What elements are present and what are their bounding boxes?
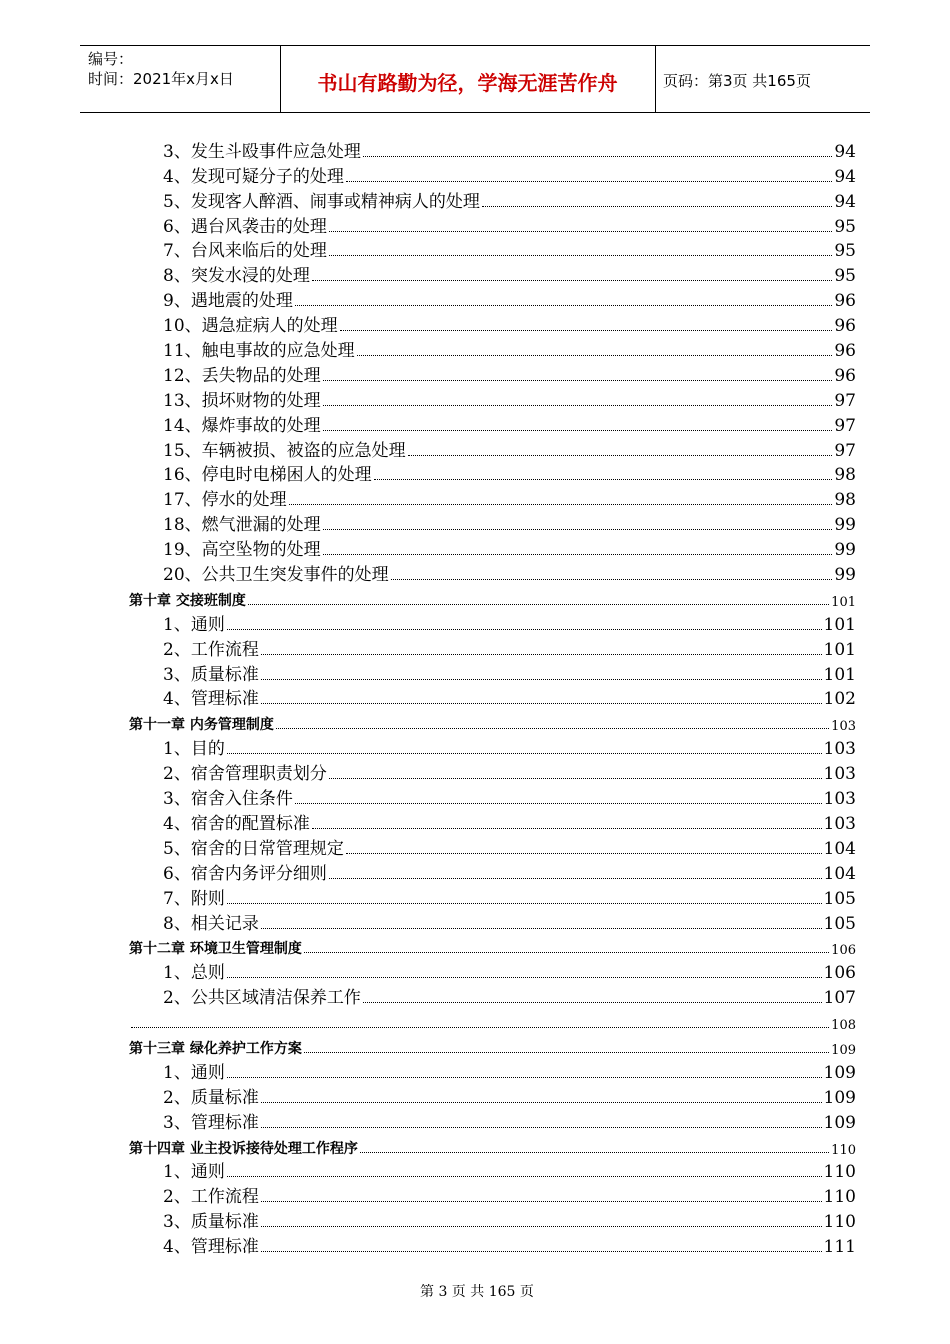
toc-dot-leader <box>340 330 833 331</box>
toc-dot-leader <box>323 554 833 555</box>
toc-entry-page: 96 <box>834 365 856 386</box>
toc-entry-title: 4、宿舍的配置标准 <box>163 813 310 834</box>
toc-entry-title: 2、公共区域清洁保养工作 <box>163 988 361 1009</box>
toc-entry-page: 108 <box>831 1018 856 1034</box>
toc-entry-title: 第十二章 环境卫生管理制度 <box>129 941 302 958</box>
toc-entry-page: 98 <box>834 465 856 486</box>
toc-section-entry[interactable] <box>129 162 856 187</box>
header-meta <box>88 49 234 89</box>
toc-section-entry[interactable] <box>129 660 856 685</box>
table-of-contents <box>129 137 856 1257</box>
toc-section-entry[interactable] <box>129 510 856 535</box>
toc-entry-page: 97 <box>834 390 856 411</box>
toc-dot-leader <box>295 803 822 804</box>
header-page-info: 页码：第3页 共165页 <box>663 72 811 90</box>
toc-entry-page: 104 <box>823 863 856 884</box>
header-top-rule <box>80 45 870 46</box>
toc-entry-page: 101 <box>831 594 856 610</box>
toc-entry-page: 103 <box>823 764 856 785</box>
toc-dot-leader <box>323 529 833 530</box>
page-footer: 第 3 页 共 165 页 <box>420 1284 534 1300</box>
toc-dot-leader <box>346 853 822 854</box>
toc-section-entry[interactable] <box>129 1108 856 1133</box>
toc-entry-page: 94 <box>834 141 856 162</box>
toc-entry-title: 6、遇台风袭击的处理 <box>163 216 327 237</box>
toc-dot-leader <box>482 206 833 207</box>
toc-section-entry[interactable] <box>129 685 856 710</box>
toc-entry-title: 2、工作流程 <box>163 1187 259 1208</box>
header-time-label: 时间：2021年x月x日 <box>88 70 234 88</box>
toc-section-entry[interactable] <box>129 983 856 1008</box>
toc-section-entry[interactable] <box>129 1207 856 1232</box>
toc-entry-title: 9、遇地震的处理 <box>163 291 293 312</box>
toc-entry-title: 16、停电时电梯困人的处理 <box>163 465 372 486</box>
toc-dot-leader <box>346 181 833 182</box>
toc-dot-leader <box>227 753 822 754</box>
toc-dot-leader <box>261 654 822 655</box>
toc-entry-page: 98 <box>834 490 856 511</box>
toc-entry-title: 7、台风来临后的处理 <box>163 241 327 262</box>
toc-entry-title: 4、管理标准 <box>163 1237 259 1258</box>
toc-section-entry[interactable] <box>129 212 856 237</box>
toc-entry-title: 10、遇急症病人的处理 <box>163 316 338 337</box>
toc-section-entry[interactable] <box>129 461 856 486</box>
toc-dot-leader <box>312 280 833 281</box>
toc-entry-title: 4、管理标准 <box>163 689 259 710</box>
toc-dot-leader <box>131 1027 829 1028</box>
toc-entry-page: 101 <box>823 664 856 685</box>
toc-dot-leader <box>363 1002 822 1003</box>
toc-dot-leader <box>261 679 822 680</box>
toc-section-entry[interactable] <box>129 187 856 212</box>
toc-section-entry[interactable] <box>129 261 856 286</box>
toc-dot-leader <box>261 1201 822 1202</box>
toc-entry-page: 110 <box>831 1142 856 1158</box>
toc-entry-title: 13、损坏财物的处理 <box>163 390 321 411</box>
toc-dot-leader <box>363 156 833 157</box>
toc-entry-page: 99 <box>834 565 856 586</box>
toc-section-entry[interactable] <box>129 336 856 361</box>
toc-entry-page: 99 <box>834 515 856 536</box>
toc-section-entry[interactable] <box>129 958 856 983</box>
toc-entry-page: 95 <box>834 266 856 287</box>
toc-entry-page: 95 <box>834 241 856 262</box>
toc-entry-page: 109 <box>823 1112 856 1133</box>
toc-dot-leader <box>227 1176 822 1177</box>
toc-entry-title: 5、宿舍的日常管理规定 <box>163 838 344 859</box>
toc-entry-title: 2、质量标准 <box>163 1087 259 1108</box>
toc-entry-page: 106 <box>823 963 856 984</box>
toc-section-entry[interactable] <box>129 759 856 784</box>
toc-entry-page: 97 <box>834 415 856 436</box>
toc-entry-page: 109 <box>823 1062 856 1083</box>
toc-entry-title: 1、总则 <box>163 963 225 984</box>
toc-entry-page: 106 <box>831 943 856 959</box>
toc-section-entry[interactable] <box>129 386 856 411</box>
toc-entry-title: 19、高空坠物的处理 <box>163 540 321 561</box>
toc-entry-page: 105 <box>823 888 856 909</box>
toc-section-entry[interactable] <box>129 859 856 884</box>
toc-section-entry[interactable] <box>129 485 856 510</box>
toc-entry-title: 第十四章 业主投诉接待处理工作程序 <box>129 1140 358 1157</box>
toc-dot-leader <box>261 1251 822 1252</box>
toc-section-entry[interactable] <box>129 1182 856 1207</box>
toc-entry-title: 8、突发水浸的处理 <box>163 266 310 287</box>
toc-entry-page: 101 <box>823 639 856 660</box>
toc-entry-page: 109 <box>831 1042 856 1058</box>
toc-entry-title: 1、通则 <box>163 614 225 635</box>
toc-dot-leader <box>323 380 833 381</box>
toc-section-entry[interactable] <box>129 1158 856 1183</box>
toc-dot-leader <box>304 1052 829 1053</box>
toc-entry-title: 15、车辆被损、被盗的应急处理 <box>163 440 406 461</box>
toc-section-entry[interactable] <box>129 834 856 859</box>
toc-dot-leader <box>295 305 833 306</box>
toc-section-entry[interactable] <box>129 784 856 809</box>
toc-dot-leader <box>329 878 822 879</box>
toc-entry-page: 97 <box>834 440 856 461</box>
toc-entry-page: 105 <box>823 913 856 934</box>
toc-entry-title: 3、质量标准 <box>163 664 259 685</box>
toc-entry-title: 12、丢失物品的处理 <box>163 365 321 386</box>
toc-section-entry[interactable] <box>129 361 856 386</box>
toc-dot-leader <box>248 604 829 605</box>
toc-entry-page: 110 <box>823 1187 856 1208</box>
toc-entry-page: 103 <box>823 813 856 834</box>
toc-section-entry[interactable] <box>129 610 856 635</box>
toc-section-entry[interactable] <box>129 535 856 560</box>
toc-dot-leader <box>261 1102 822 1103</box>
toc-entry-page: 110 <box>823 1212 856 1233</box>
toc-section-entry[interactable] <box>129 137 856 162</box>
toc-section-entry[interactable] <box>129 909 856 934</box>
toc-dot-leader <box>374 479 833 480</box>
toc-dot-leader <box>408 455 833 456</box>
toc-entry-page: 103 <box>823 789 856 810</box>
toc-dot-leader <box>391 579 833 580</box>
toc-entry-title: 11、触电事故的应急处理 <box>163 341 355 362</box>
toc-dot-leader <box>329 255 833 256</box>
toc-chapter-entry[interactable] <box>129 1033 856 1058</box>
toc-entry-title: 18、燃气泄漏的处理 <box>163 515 321 536</box>
toc-section-entry[interactable] <box>129 560 856 585</box>
toc-dot-leader <box>261 928 822 929</box>
toc-entry-title: 1、通则 <box>163 1062 225 1083</box>
toc-section-entry[interactable] <box>129 809 856 834</box>
toc-chapter-entry[interactable] <box>129 585 856 610</box>
toc-section-entry[interactable] <box>129 1083 856 1108</box>
toc-dot-leader <box>304 952 829 953</box>
header-bottom-rule <box>80 112 870 113</box>
toc-dot-leader <box>323 430 833 431</box>
toc-entry-page: 103 <box>831 719 856 735</box>
toc-entry-title: 7、附则 <box>163 888 225 909</box>
toc-entry-title: 3、管理标准 <box>163 1112 259 1133</box>
toc-entry-title: 5、发现客人醉酒、闹事或精神病人的处理 <box>163 191 480 212</box>
toc-entry-page: 96 <box>834 291 856 312</box>
toc-chapter-entry[interactable] <box>129 709 856 734</box>
toc-entry-page: 96 <box>834 316 856 337</box>
toc-entry-title: 3、发生斗殴事件应急处理 <box>163 141 361 162</box>
toc-entry-title: 3、质量标准 <box>163 1212 259 1233</box>
toc-dot-leader <box>357 355 833 356</box>
toc-dot-leader <box>360 1152 829 1153</box>
toc-entry-title: 第十三章 绿化养护工作方案 <box>129 1040 302 1057</box>
toc-dot-leader <box>323 405 833 406</box>
toc-entry-title: 1、目的 <box>163 739 225 760</box>
toc-entry-title: 1、通则 <box>163 1162 225 1183</box>
header-divider <box>655 45 656 113</box>
toc-entry-page: 110 <box>823 1162 856 1183</box>
toc-dot-leader <box>227 903 822 904</box>
toc-entry-title: 6、宿舍内务评分细则 <box>163 863 327 884</box>
toc-entry-title: 第十一章 内务管理制度 <box>129 717 274 734</box>
toc-dot-leader <box>227 977 822 978</box>
toc-entry-page: 94 <box>834 166 856 187</box>
toc-dot-leader <box>312 828 822 829</box>
toc-entry-title: 2、宿舍管理职责划分 <box>163 764 327 785</box>
toc-dot-leader <box>329 231 833 232</box>
toc-section-entry[interactable] <box>129 635 856 660</box>
toc-chapter-entry[interactable] <box>129 934 856 959</box>
toc-section-entry[interactable] <box>129 436 856 461</box>
toc-entry-title: 14、爆炸事故的处理 <box>163 415 321 436</box>
toc-dot-leader <box>261 703 822 704</box>
toc-section-entry[interactable] <box>129 884 856 909</box>
toc-entry-title: 20、公共卫生突发事件的处理 <box>163 565 389 586</box>
toc-entry-page: 103 <box>823 739 856 760</box>
header-motto: 书山有路勤为径，学海无涯苦作舟 <box>317 71 618 95</box>
toc-dot-leader <box>276 728 829 729</box>
toc-entry-title: 8、相关记录 <box>163 913 259 934</box>
toc-dot-leader <box>329 778 822 779</box>
page-header <box>80 45 870 113</box>
toc-section-entry[interactable] <box>129 311 856 336</box>
toc-entry-page: 99 <box>834 540 856 561</box>
toc-entry-page: 109 <box>823 1087 856 1108</box>
toc-chapter-entry[interactable] <box>129 1008 856 1033</box>
toc-entry-page: 104 <box>823 838 856 859</box>
toc-entry-title: 4、发现可疑分子的处理 <box>163 166 344 187</box>
toc-entry-title: 第十章 交接班制度 <box>129 592 246 609</box>
toc-entry-page: 102 <box>823 689 856 710</box>
toc-entry-page: 101 <box>823 614 856 635</box>
toc-entry-page: 96 <box>834 341 856 362</box>
toc-section-entry[interactable] <box>129 1232 856 1257</box>
toc-dot-leader <box>289 504 833 505</box>
toc-chapter-entry[interactable] <box>129 1133 856 1158</box>
toc-section-entry[interactable] <box>129 286 856 311</box>
toc-entry-page: 95 <box>834 216 856 237</box>
toc-section-entry[interactable] <box>129 237 856 262</box>
toc-dot-leader <box>227 1077 822 1078</box>
toc-entry-title: 17、停水的处理 <box>163 490 287 511</box>
toc-dot-leader <box>261 1226 822 1227</box>
toc-entry-title: 3、宿舍入住条件 <box>163 789 293 810</box>
header-number-label: 编号： <box>88 50 134 68</box>
toc-section-entry[interactable] <box>129 1058 856 1083</box>
toc-entry-title: 2、工作流程 <box>163 639 259 660</box>
toc-section-entry[interactable] <box>129 734 856 759</box>
toc-section-entry[interactable] <box>129 411 856 436</box>
toc-dot-leader <box>261 1127 822 1128</box>
toc-entry-page: 94 <box>834 191 856 212</box>
toc-entry-page: 107 <box>823 988 856 1009</box>
toc-entry-page: 111 <box>823 1237 856 1258</box>
toc-dot-leader <box>227 629 822 630</box>
